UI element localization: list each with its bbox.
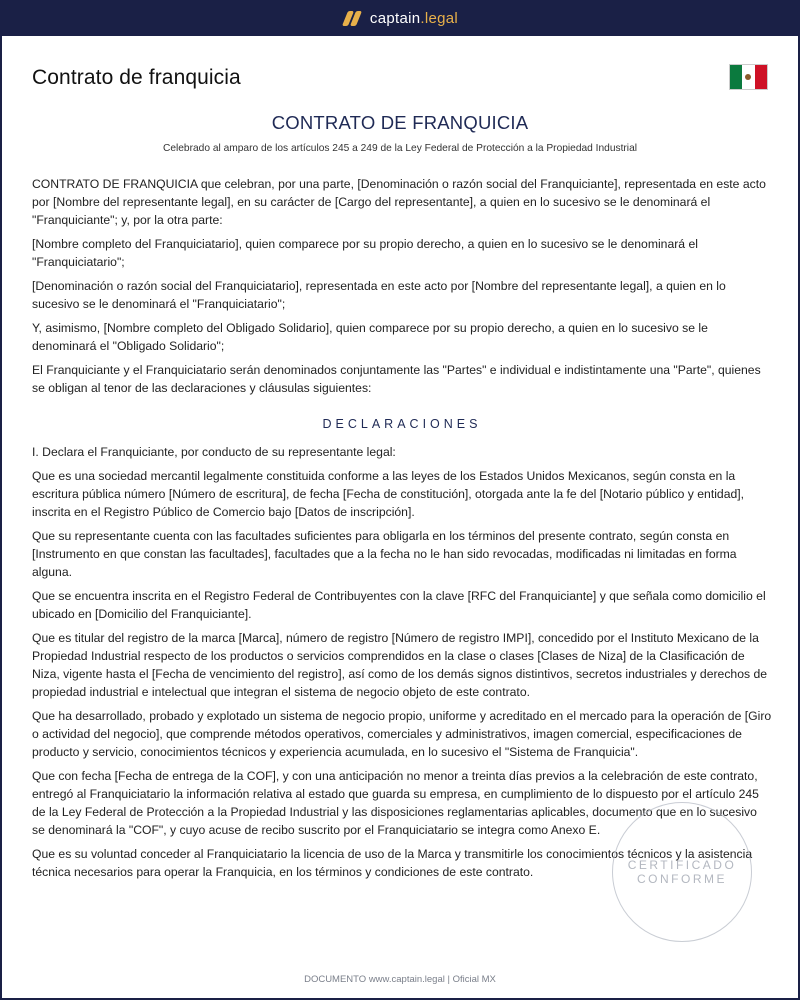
document-header [32,66,768,96]
declaration-paragraph: I. Declara el Franquiciante, por conducto de su representante legal: [32,445,396,459]
certification-stamp [612,802,752,942]
intro-paragraph: CONTRATO DE FRANQUICIA que celebran, por una parte, [Denominación o razón social del Franquiciante], representada en este acto por [Nombre del representante legal], en su carácter de [Cargo del representante], a quien en lo sucesivo se le denominará el "Franquiciante"; y, por la otra parte: [32,177,766,227]
document-footer: DOCUMENTO www.captain.legal | Oficial MX [304,974,496,985]
brand-wordmark [370,10,458,27]
declaration-paragraph: Que es una sociedad mercantil legalmente constituida conforme a las leyes de los Estados Unidos Mexicanos, según consta en la escritura pública número [Número de escritura], de fecha [Fecha de constitución], otorgada ante la fe del [Notario público y entidad], inscrita en el Registro Público de Comercio bajo [Datos de inscripción]. [32,469,745,519]
top-bar [0,0,800,36]
declaration-paragraph: Que es titular del registro de la marca [Marca], número de registro [Número de registro IMPI], concedido por el Instituto Mexicano de la Propiedad Industrial respecto de los productos o servicios comprendidos en la clase o clases [Clases de Niza] de la Clasificación de Niza, vigente hasta el [Fecha de vencimiento del registro], así como de los demás signos distintivos, secretos industriales y derechos de propiedad industrial e intelectual que integran el sistema de negocio objeto de este contrato. [32,631,768,699]
document-page [2,36,798,998]
brand-dot: . [420,9,425,27]
document-subtitle: Celebrado al amparo de los artículos 245 a 249 de la Ley Federal de Protección a la Propiedad Industrial [162,143,637,154]
declaration-paragraph: Que se encuentra inscrita en el Registro Federal de Contribuyentes con la clave [RFC del Franquiciante] y que señala como domicilio el ubicado en [Domicilio del Franquiciante]. [32,589,766,621]
captain-logo-icon [342,10,361,27]
brand-tld: legal [424,9,459,27]
stamp-line: CONFORME [637,872,727,886]
declaration-paragraph: Que es su voluntad conceder al Franquiciatario la licencia de uso de la Marca y transmitirle los conocimientos técnicos y la asistencia técnica necesarios para operar la Franquicia, en los términos y condiciones de este contrato. [32,847,753,879]
declarations-heading: DECLARACIONES [322,417,482,431]
brand-logo-link[interactable] [342,10,458,27]
brand-name: captain [369,9,421,27]
declaration-paragraph: Que su representante cuenta con las facultades suficientes para obligarla en los términos del presente contrato, según consta en [Instrumento en que constan las facultades], facultades que a la fecha no le han sido revocadas, modificadas ni limitadas en forma alguna. [32,529,737,579]
document-body [32,175,772,887]
document-title: CONTRATO DE FRANQUICIA [271,112,529,133]
intro-paragraph: El Franquiciante y el Franquiciatario serán denominados conjuntamente las "Partes" e individual e indistintamente una "Parte", quienes se obligan al tenor de las declaraciones y cláusulas siguientes: [32,363,761,395]
declaration-paragraph: Que ha desarrollado, probado y explotado un sistema de negocio propio, uniforme y acreditado en el mercado para la operación de [Giro o actividad del negocio], que comprende métodos operativos, comerciales y administrativos, imagen comercial, especificaciones de producto y servicio, conocimientos técnicos y experiencia acumulada, en lo sucesivo el "Sistema de Franquicia". [32,709,772,759]
mexico-flag-icon [729,64,768,90]
intro-paragraph: Y, asimismo, [Nombre completo del Obligado Solidario], quien comparece por su propio derecho, a quien en lo sucesivo se le denominará el "Obligado Solidario"; [32,321,708,353]
intro-paragraph: [Denominación o razón social del Franquiciatario], representada en este acto por [Nombre del representante legal], a quien en lo sucesivo se le denominará el "Franquiciatario"; [32,279,726,311]
page-title: Contrato de franquicia [32,66,241,89]
declaration-paragraph: Que con fecha [Fecha de entrega de la COF], y con una anticipación no menor a treinta días previos a la celebración de este contrato, entregó al Franquiciatario la información relativa al estado que guarda su empresa, en cumplimiento de lo dispuesto por el artículo 245 de la Ley Federal de Protección a la Propiedad Industrial y las disposiciones reglamentarias aplicables, documento que en lo sucesivo se denominará la "COF", y cuyo acuse de recibo suscrito por el Franquiciatario se integra como Anexo E. [32,769,759,837]
intro-paragraph: [Nombre completo del Franquiciatario], quien comparece por su propio derecho, a quien en lo sucesivo se le denominará el "Franquiciatario"; [32,237,698,269]
stamp-line: CERTIFICADO [627,858,737,872]
